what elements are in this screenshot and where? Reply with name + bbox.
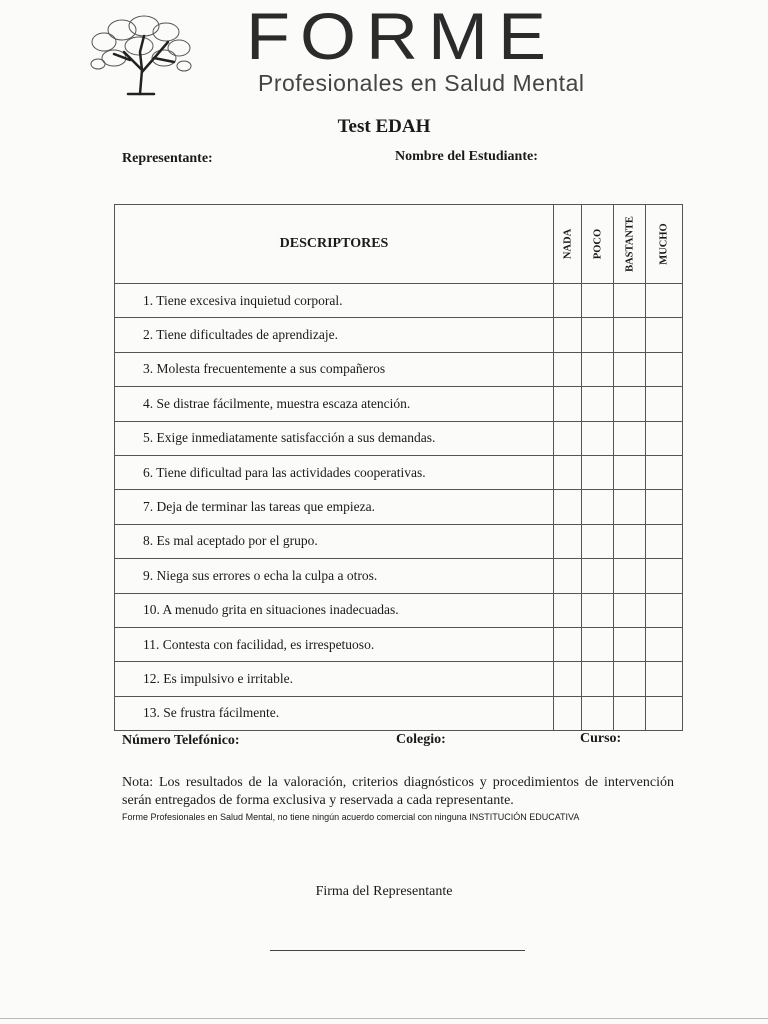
descriptor-text: 10. A menudo grita en situaciones inadecuadas. bbox=[115, 593, 554, 627]
page-bottom-divider bbox=[0, 1018, 768, 1019]
rating-cell-poco[interactable] bbox=[582, 559, 614, 593]
page-title: Test EDAH bbox=[337, 116, 431, 137]
rating-cell-nada[interactable] bbox=[554, 455, 582, 489]
table-row bbox=[115, 352, 683, 386]
rating-cell-poco[interactable] bbox=[582, 593, 614, 627]
table-row bbox=[115, 559, 683, 593]
rating-cell-bastante[interactable] bbox=[614, 696, 646, 730]
descriptor-text: 6. Tiene dificultad para las actividades cooperativas. bbox=[115, 455, 554, 489]
rating-cell-mucho[interactable] bbox=[646, 284, 683, 318]
column-label: POCO bbox=[592, 228, 603, 260]
tree-logo-icon bbox=[84, 12, 196, 96]
table-row bbox=[115, 593, 683, 627]
rating-cell-mucho[interactable] bbox=[646, 387, 683, 421]
brand-tagline: Profesionales en Salud Mental bbox=[258, 70, 585, 96]
rating-cell-mucho[interactable] bbox=[646, 318, 683, 352]
descriptor-text: 13. Se frustra fácilmente. bbox=[115, 696, 554, 730]
rating-cell-bastante[interactable] bbox=[614, 318, 646, 352]
representante-label: Representante: bbox=[122, 151, 213, 166]
descriptor-text: 4. Se distrae fácilmente, muestra escaza atención. bbox=[115, 387, 554, 421]
rating-cell-nada[interactable] bbox=[554, 352, 582, 386]
rating-cell-bastante[interactable] bbox=[614, 559, 646, 593]
table-row bbox=[115, 662, 683, 696]
rating-cell-poco[interactable] bbox=[582, 627, 614, 661]
column-label: MUCHO bbox=[658, 223, 670, 265]
signature-line bbox=[270, 950, 525, 951]
rating-cell-mucho[interactable] bbox=[646, 455, 683, 489]
table-row bbox=[115, 387, 683, 421]
column-label: BASTANTE bbox=[624, 216, 635, 272]
table-row bbox=[115, 696, 683, 730]
curso-label: Curso: bbox=[580, 731, 622, 746]
rating-cell-mucho[interactable] bbox=[646, 352, 683, 386]
rating-cell-nada[interactable] bbox=[554, 559, 582, 593]
rating-cell-bastante[interactable] bbox=[614, 387, 646, 421]
rating-cell-nada[interactable] bbox=[554, 421, 582, 455]
rating-cell-mucho[interactable] bbox=[646, 593, 683, 627]
rating-cell-poco[interactable] bbox=[582, 662, 614, 696]
rating-cell-poco[interactable] bbox=[582, 455, 614, 489]
rating-cell-mucho[interactable] bbox=[646, 696, 683, 730]
rating-cell-nada[interactable] bbox=[554, 627, 582, 661]
rating-cell-nada[interactable] bbox=[554, 284, 582, 318]
rating-cell-poco[interactable] bbox=[582, 524, 614, 558]
descriptor-text: 3. Molesta frecuentemente a sus compañeros bbox=[115, 352, 554, 386]
rating-cell-nada[interactable] bbox=[554, 593, 582, 627]
rating-cell-mucho[interactable] bbox=[646, 524, 683, 558]
rating-cell-nada[interactable] bbox=[554, 490, 582, 524]
rating-cell-mucho[interactable] bbox=[646, 627, 683, 661]
descriptor-text: 2. Tiene dificultades de aprendizaje. bbox=[115, 318, 554, 352]
table-row bbox=[115, 490, 683, 524]
table-row bbox=[115, 421, 683, 455]
rating-cell-poco[interactable] bbox=[582, 387, 614, 421]
brand-name: FORME bbox=[246, 0, 556, 74]
table-row bbox=[115, 455, 683, 489]
rating-cell-poco[interactable] bbox=[582, 421, 614, 455]
disclaimer-note: Forme Profesionales en Salud Mental, no tiene ningún acuerdo comercial con ninguna INSTITUCIÓN EDUCATIVA bbox=[122, 812, 580, 822]
table-row bbox=[115, 524, 683, 558]
rating-cell-mucho[interactable] bbox=[646, 559, 683, 593]
rating-cell-bastante[interactable] bbox=[614, 524, 646, 558]
column-header-bastante bbox=[614, 205, 646, 284]
rating-cell-nada[interactable] bbox=[554, 524, 582, 558]
rating-cell-poco[interactable] bbox=[582, 352, 614, 386]
descriptor-text: 12. Es impulsivo e irritable. bbox=[115, 662, 554, 696]
descriptor-text: 1. Tiene excesiva inquietud corporal. bbox=[115, 284, 554, 318]
table-row bbox=[115, 318, 683, 352]
table-row bbox=[115, 284, 683, 318]
descriptor-text: 8. Es mal aceptado por el grupo. bbox=[115, 524, 554, 558]
rating-cell-bastante[interactable] bbox=[614, 593, 646, 627]
descriptor-text: 11. Contesta con facilidad, es irrespetuoso. bbox=[115, 627, 554, 661]
column-label: NADA bbox=[562, 228, 573, 260]
rating-cell-bastante[interactable] bbox=[614, 627, 646, 661]
telefono-label: Número Telefónico: bbox=[122, 733, 240, 748]
rating-cell-nada[interactable] bbox=[554, 696, 582, 730]
descriptors-table bbox=[114, 204, 683, 731]
rating-cell-bastante[interactable] bbox=[614, 284, 646, 318]
rating-cell-bastante[interactable] bbox=[614, 352, 646, 386]
results-note: Nota: Los resultados de la valoración, criterios diagnósticos y procedimientos de intervención serán entregados de forma exclusiva y reservada a cada representante. bbox=[122, 775, 674, 808]
table-row bbox=[115, 627, 683, 661]
rating-cell-poco[interactable] bbox=[582, 696, 614, 730]
rating-cell-mucho[interactable] bbox=[646, 490, 683, 524]
rating-cell-mucho[interactable] bbox=[646, 662, 683, 696]
column-header-nada bbox=[554, 205, 582, 284]
rating-cell-nada[interactable] bbox=[554, 387, 582, 421]
rating-cell-bastante[interactable] bbox=[614, 455, 646, 489]
rating-cell-bastante[interactable] bbox=[614, 662, 646, 696]
descriptor-text: 5. Exige inmediatamente satisfacción a sus demandas. bbox=[115, 421, 554, 455]
estudiante-label: Nombre del Estudiante: bbox=[395, 149, 538, 164]
column-header-poco bbox=[582, 205, 614, 284]
rating-cell-nada[interactable] bbox=[554, 662, 582, 696]
rating-cell-bastante[interactable] bbox=[614, 421, 646, 455]
column-header-mucho bbox=[646, 205, 683, 284]
rating-cell-poco[interactable] bbox=[582, 490, 614, 524]
rating-cell-nada[interactable] bbox=[554, 318, 582, 352]
rating-cell-poco[interactable] bbox=[582, 284, 614, 318]
rating-cell-bastante[interactable] bbox=[614, 490, 646, 524]
descriptor-text: 9. Niega sus errores o echa la culpa a otros. bbox=[115, 559, 554, 593]
signature-label: Firma del Representante bbox=[315, 884, 453, 899]
colegio-label: Colegio: bbox=[396, 732, 446, 747]
descriptor-text: 7. Deja de terminar las tareas que empieza. bbox=[115, 490, 554, 524]
rating-cell-poco[interactable] bbox=[582, 318, 614, 352]
descriptors-header: DESCRIPTORES bbox=[115, 205, 554, 284]
rating-cell-mucho[interactable] bbox=[646, 421, 683, 455]
